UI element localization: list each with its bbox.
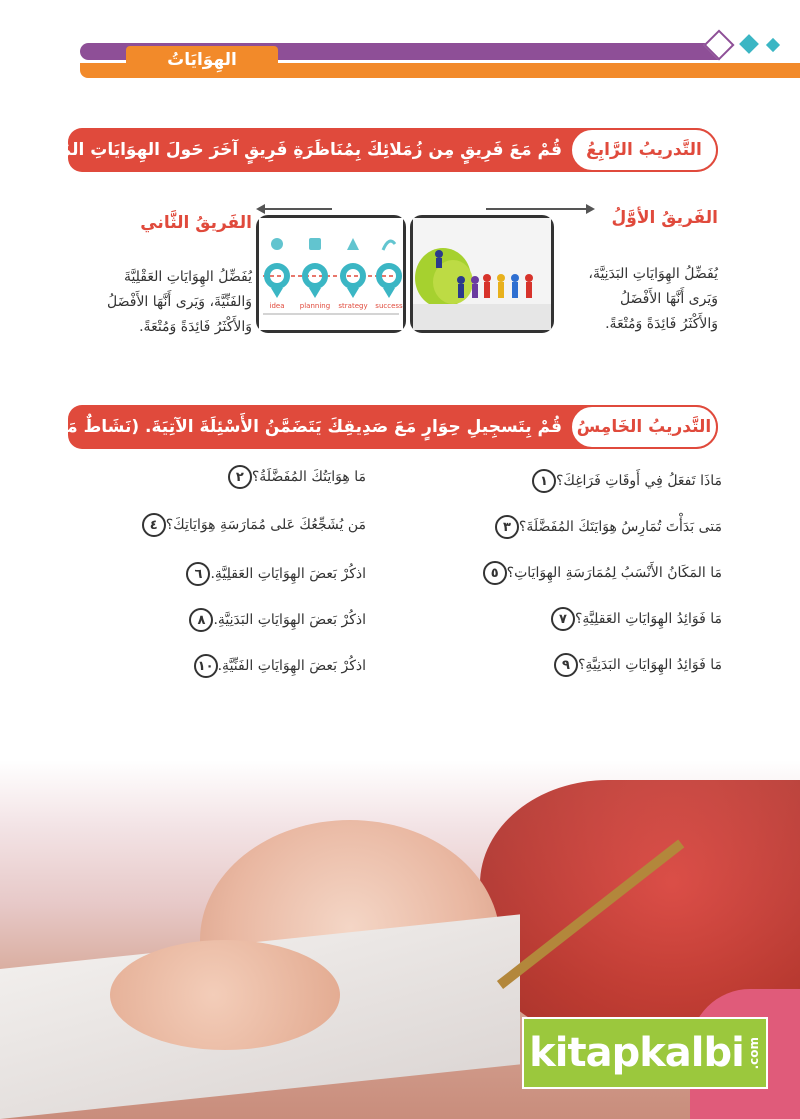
infographic-image	[256, 215, 406, 333]
question-number: ١	[532, 469, 556, 493]
question-number: ٦	[186, 562, 210, 586]
question-number: ٨	[189, 608, 213, 632]
question-item	[220, 462, 366, 492]
question-number: ٩	[554, 653, 578, 677]
question-item	[546, 650, 722, 680]
photo-hand	[110, 940, 340, 1050]
exercise5-label: التَّدريبُ الخَامِسُ	[570, 405, 718, 449]
question-number: ٣	[495, 515, 519, 539]
team1-line: وَيَرى أَنَّهَا الأَفْضَلُ	[619, 291, 718, 307]
question-number: ٤	[142, 513, 166, 537]
question-text: مَن يُشَجِّعُكَ عَلى مُمَارَسَةِ هِوَايَاتِكَ؟	[165, 517, 366, 533]
team1-line: يُفَضِّلُ الهِوَايَاتِ البَدَنِيَّةَ،	[588, 266, 718, 282]
question-number: ٢	[228, 465, 252, 489]
exercise4-bar	[14, 128, 718, 172]
team1-heading: الفَريقُ الأوَّلُ	[611, 208, 718, 228]
diamond-decoration	[739, 34, 759, 54]
question-text: مَا فَوَائِدُ الهِوَايَاتِ البَدَنِيَّةِ؟	[577, 657, 722, 673]
question-text: مَتى بَدَأْتَ تُمَارِسُ هِوَايَتَكَ المُفَضَّلَةَ؟	[518, 519, 722, 535]
watermark-text: kitapkalbi	[529, 1030, 744, 1076]
infographic-label: success	[375, 302, 403, 310]
diamond-decoration	[766, 38, 780, 52]
question-number: ٧	[551, 607, 575, 631]
infographic-graphic	[259, 218, 403, 330]
page-title: الهِوَايَاتُ	[126, 46, 278, 74]
team2-line: وَالفَنِّيَّةَ، وَيَرى أَنَّهَا الأَفْضَلُ	[107, 294, 252, 310]
exercise4-instruction: قُمْ مَعَ فَرِيقٍ مِن زُمَلائِكَ بِمُنَاظَرَةِ فَرِيقٍ آخَرَ حَولَ الهِوَايَاتِ المُفَضَّلَةِ	[14, 140, 562, 160]
question-item	[186, 651, 366, 681]
question-text: مَاذَا تَفعَلُ فِي أَوقَاتِ فَرَاغِكَ؟	[555, 473, 722, 489]
infographic-label: idea	[269, 302, 285, 310]
question-item	[181, 605, 366, 635]
question-text: اذكُرْ بَعضَ الهِوَايَاتِ الفَنِّيَّةِ.	[217, 658, 366, 674]
infographic-label: strategy	[338, 302, 368, 310]
question-item	[524, 466, 722, 496]
figurines-graphic	[413, 218, 551, 330]
team2-line: وَالأَكْثَرُ فَائِدَةً وَمُتْعَةً.	[139, 319, 252, 335]
question-item	[178, 559, 366, 589]
arrow-left	[264, 208, 332, 210]
infographic-label: planning	[299, 302, 331, 310]
question-item	[543, 604, 722, 634]
team1-text	[528, 262, 718, 337]
exercise4-label: التَّدريبُ الرَّابِعُ	[570, 128, 718, 172]
team2-text	[52, 265, 252, 340]
exercise5-bar	[18, 405, 718, 449]
team2-line: يُفَضِّلُ الهِوَايَاتِ العَقْلِيَّةَ	[123, 269, 252, 285]
question-text: مَا المَكَانُ الأَنْسَبُ لِمُمَارَسَةِ الهِوَايَاتِ؟	[506, 565, 722, 581]
question-item	[487, 512, 722, 542]
question-number: ٥	[483, 561, 507, 585]
question-item	[475, 558, 722, 588]
question-text: اذكُرْ بَعضَ الهِوَايَاتِ البَدَنِيَّةِ.	[213, 612, 366, 628]
arrow-right-icon	[586, 204, 595, 214]
question-number: ١٠	[194, 654, 218, 678]
team2-heading: الفَريقُ الثَّاني	[140, 213, 252, 233]
question-text: مَا هِوَايَتُكَ المُفَضَّلَةُ؟	[251, 469, 366, 485]
question-text: مَا فَوَائِدُ الهِوَايَاتِ العَقلِيَّةِ؟	[574, 611, 722, 627]
watermark-suffix: .com	[746, 1036, 761, 1070]
team1-line: وَالأَكْثَرُ فَائِدَةً وَمُتْعَةً.	[605, 316, 718, 332]
watermark-logo	[522, 1017, 768, 1089]
arrow-left-icon	[256, 204, 265, 214]
exercise5-instruction: قُمْ بِتَسجِيلِ حِوَارٍ مَعَ صَدِيقِكَ يَتَضَمَّنُ الأَسْئِلَةَ الآتِيَةَ. (نَشَاطٌ مَنزِليٌّ)	[18, 417, 562, 437]
figurines-image	[410, 215, 554, 333]
question-item	[134, 510, 366, 540]
question-text: اذكُرْ بَعضَ الهِوَايَاتِ العَقلِيَّةِ.	[210, 566, 366, 582]
arrow-right	[486, 208, 586, 210]
